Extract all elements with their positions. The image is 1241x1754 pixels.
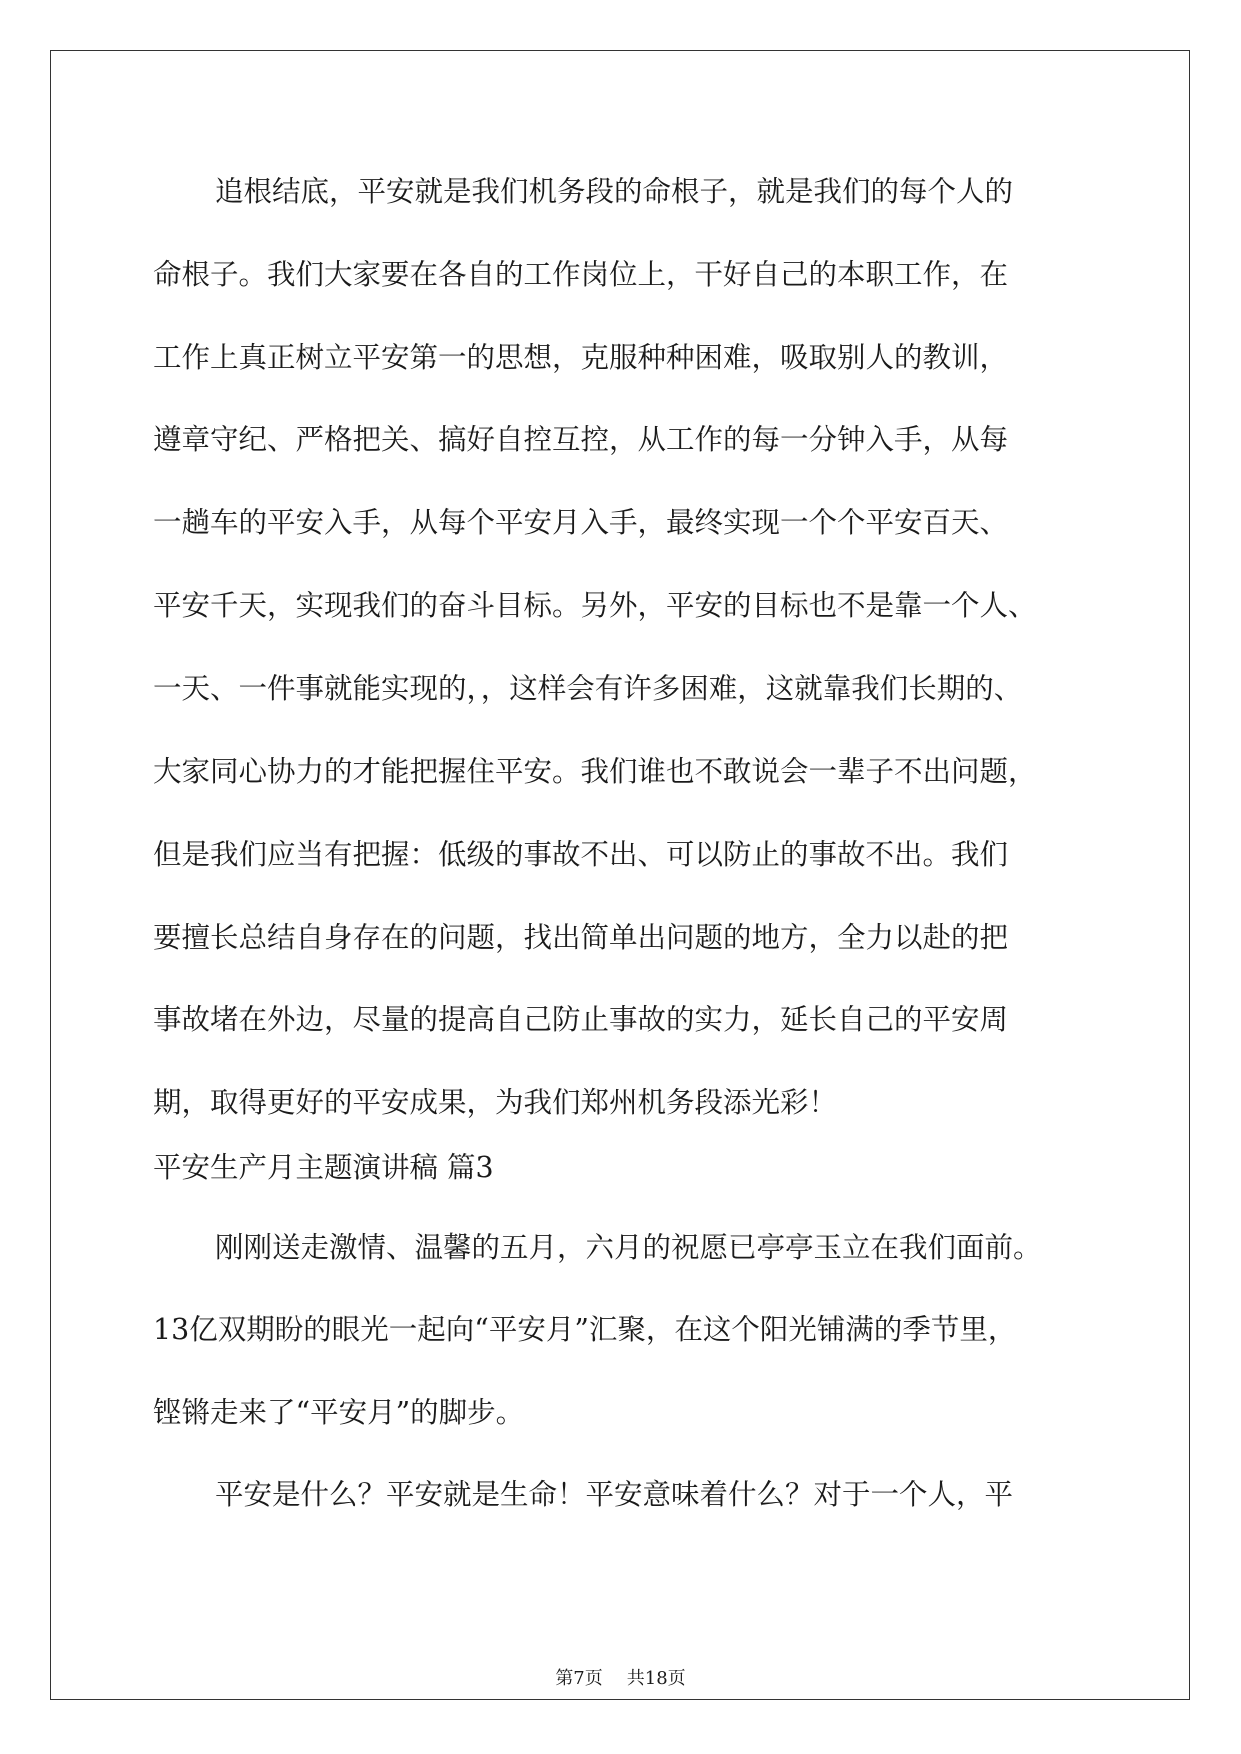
section-heading: 平安生产月主题演讲稿 篇3: [153, 1151, 494, 1184]
paragraph-2-line: 13亿双期盼的眼光一起向“平安月”汇聚，在这个阳光铺满的季节里，: [153, 1313, 1017, 1346]
paragraph-2-line: 刚刚送走激情、温馨的五月，六月的祝愿已亭亭玉立在我们面前。: [215, 1231, 1042, 1264]
paragraph-1-line: 大家同心协力的才能把握住平安。我们谁也不敢说会一辈子不出问题，: [153, 755, 1037, 788]
paragraph-1-line: 要擅长总结自身存在的问题，找出简单出问题的地方，全力以赴的把: [153, 921, 1009, 954]
paragraph-1-line: 命根子。我们大家要在各自的工作岗位上，干好自己的本职工作，在: [153, 258, 1009, 291]
paragraph-2-line: 铿锵走来了“平安月”的脚步。: [153, 1396, 525, 1429]
paragraph-1-line: 期，取得更好的平安成果，为我们郑州机务段添光彩！: [153, 1086, 838, 1119]
paragraph-1-line: 工作上真正树立平安第一的思想，克服种种困难，吸取别人的教训，: [153, 341, 1009, 374]
paragraph-1-line: 平安千天，实现我们的奋斗目标。另外，平安的目标也不是靠一个人、: [153, 589, 1037, 622]
paragraph-1-line: 事故堵在外边，尽量的提高自己防止事故的实力，延长自己的平安周: [153, 1003, 1009, 1036]
paragraph-1-line: 遵章守纪、严格把关、搞好自控互控，从工作的每一分钟入手，从每: [153, 423, 1009, 456]
page-total: 共18页: [626, 1668, 686, 1689]
page-number: 第7页: [555, 1668, 603, 1689]
paragraph-3-line: 平安是什么？平安就是生命！平安意味着什么？对于一个人，平: [215, 1478, 1014, 1511]
page-footer: [0, 1667, 1241, 1691]
paragraph-1-line: 追根结底，平安就是我们机务段的命根子，就是我们的每个人的: [215, 175, 1014, 208]
paragraph-1-line: 但是我们应当有把握：低级的事故不出、可以防止的事故不出。我们: [153, 838, 1009, 871]
page-border: [50, 50, 1190, 1700]
paragraph-1-line: 一天、一件事就能实现的，，这样会有许多困难，这就靠我们长期的、: [153, 672, 1023, 705]
paragraph-1-line: 一趟车的平安入手，从每个平安月入手，最终实现一个个平安百天、: [153, 506, 1009, 539]
